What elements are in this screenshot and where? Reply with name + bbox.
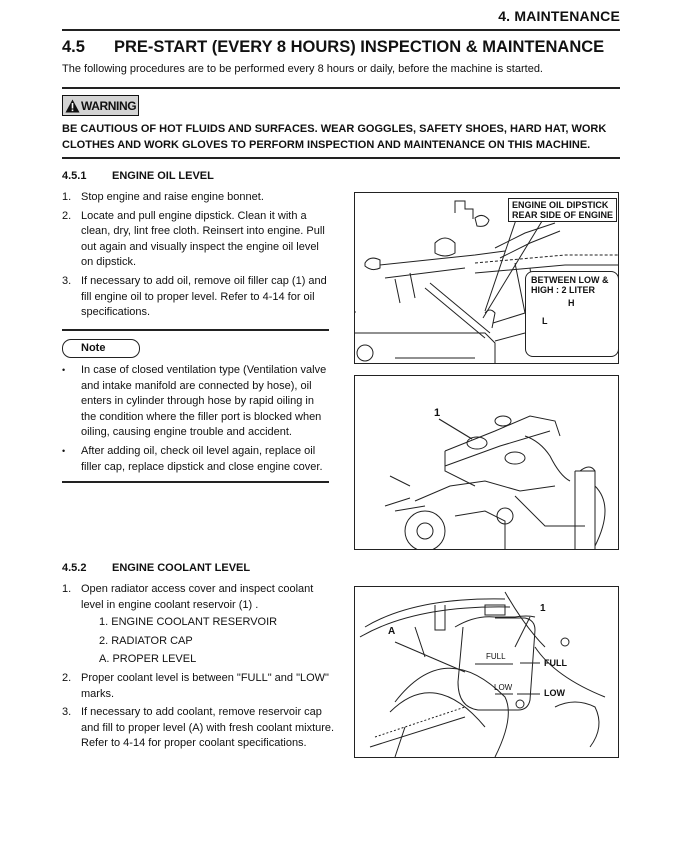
warning-label: WARNING <box>81 98 137 113</box>
oil-steps <box>62 190 332 324</box>
reservoir-low-mark: LOW <box>494 683 513 692</box>
full-label: FULL <box>544 658 567 668</box>
note-item: • After adding oil, check oil level again, replace oil filler cap, replace dipstick and close engine cover. <box>62 444 332 475</box>
note-item: • In case of closed ventilation type (Ventilation valve and intake manifold are connected by hose), oil enters in cylinder through hose by rapid oiling in the condition where the filler port is blocked when oiling, causing engine trouble and accident. <box>62 363 332 441</box>
dipstick-callout <box>508 198 617 222</box>
step-text: If necessary to add coolant, remove reservoir cap and fill to proper level (A) with fresh coolant mixture. Refer to 4-14 for proper coolant specifications. <box>81 706 335 750</box>
callout-line: BETWEEN LOW & <box>531 275 609 285</box>
oil-level-callout <box>525 271 619 357</box>
step-number: 1. <box>62 191 72 203</box>
warning-triangle-icon <box>65 99 80 113</box>
section-number: 4.5 <box>62 38 85 56</box>
legend-item: 2. RADIATOR CAP <box>99 634 193 647</box>
subsection-title-coolant <box>62 562 250 574</box>
step-number: 3. <box>62 274 72 287</box>
warning-badge <box>62 95 139 116</box>
figure-coolant-reservoir <box>354 586 619 758</box>
step-text: Open radiator access cover and inspect coolant level in engine coolant reservoir (1) . <box>81 583 314 611</box>
divider <box>62 329 329 331</box>
step-text: If necessary to add oil, remove oil filler cap (1) and fill engine oil to proper level. Refer to 4-14 for oil specifications. <box>81 274 327 319</box>
mark-low: L <box>542 316 548 326</box>
low-label: LOW <box>544 688 565 698</box>
step-item <box>62 190 332 206</box>
subsection-number: 4.5.2 <box>62 562 87 574</box>
step-text: Locate and pull engine dipstick. Clean it with a clean, dry, lint free cloth. Reinsert into engine. Pull out again and visually inspect the engine oil level on dipstick. <box>81 209 325 269</box>
step-item <box>62 705 337 752</box>
callout-1: 1 <box>434 407 441 419</box>
reservoir-full-mark: FULL <box>486 652 506 661</box>
engine-illustration <box>355 376 618 549</box>
coolant-reservoir-illustration <box>355 587 618 757</box>
section-title-text: PRE-START (EVERY 8 HOURS) INSPECTION & MAINTENANCE <box>114 38 605 56</box>
coolant-legend <box>99 615 337 668</box>
callout-line: ENGINE OIL DIPSTICK <box>512 200 609 210</box>
section-intro: The following procedures are to be performed every 8 hours or daily, before the machine is started. <box>62 63 543 75</box>
chapter-heading: 4. MAINTENANCE <box>498 8 620 24</box>
divider <box>62 157 620 159</box>
subsection-title-text: ENGINE OIL LEVEL <box>112 170 214 182</box>
note-list <box>62 363 332 478</box>
callout-a: A <box>388 626 396 637</box>
divider <box>62 87 620 89</box>
legend-item: 1. ENGINE COOLANT RESERVOIR <box>99 616 278 629</box>
callout-line: REAR SIDE OF ENGINE <box>512 210 614 220</box>
step-number: 1. <box>62 583 72 595</box>
section-title <box>62 38 604 57</box>
figure-engine-filler-cap <box>354 375 619 550</box>
figure-oil-dipstick <box>354 192 619 364</box>
coolant-steps <box>62 582 337 755</box>
step-number: 3. <box>62 706 72 719</box>
mark-high: H <box>568 298 575 308</box>
step-item <box>62 582 337 668</box>
divider <box>62 481 329 483</box>
callout-line: HIGH : 2 LITER <box>531 285 596 295</box>
step-item <box>62 209 332 271</box>
step-item <box>62 671 337 702</box>
warning-text: BE CAUTIOUS OF HOT FLUIDS AND SURFACES. WEAR GOGGLES, SAFETY SHOES, HARD HAT, WORK CLOTHES AND WORK GLOVES TO PERFORM INSPECTION AND MAINTENANCE ON THIS MACHINE. <box>62 123 607 151</box>
subsection-number: 4.5.1 <box>62 170 87 182</box>
header-rule <box>62 29 620 31</box>
step-number: 2. <box>62 671 72 684</box>
callout-1: 1 <box>540 603 546 614</box>
note-label: Note <box>62 339 140 358</box>
step-number: 2. <box>62 209 72 222</box>
subsection-title-text: ENGINE COOLANT LEVEL <box>112 562 251 574</box>
step-text: Stop engine and raise engine bonnet. <box>81 191 264 203</box>
step-text: Proper coolant level is between "FULL" and "LOW" marks. <box>81 671 329 700</box>
subsection-title-oil <box>62 170 214 182</box>
legend-item: A. PROPER LEVEL <box>99 653 197 666</box>
step-item <box>62 274 332 321</box>
